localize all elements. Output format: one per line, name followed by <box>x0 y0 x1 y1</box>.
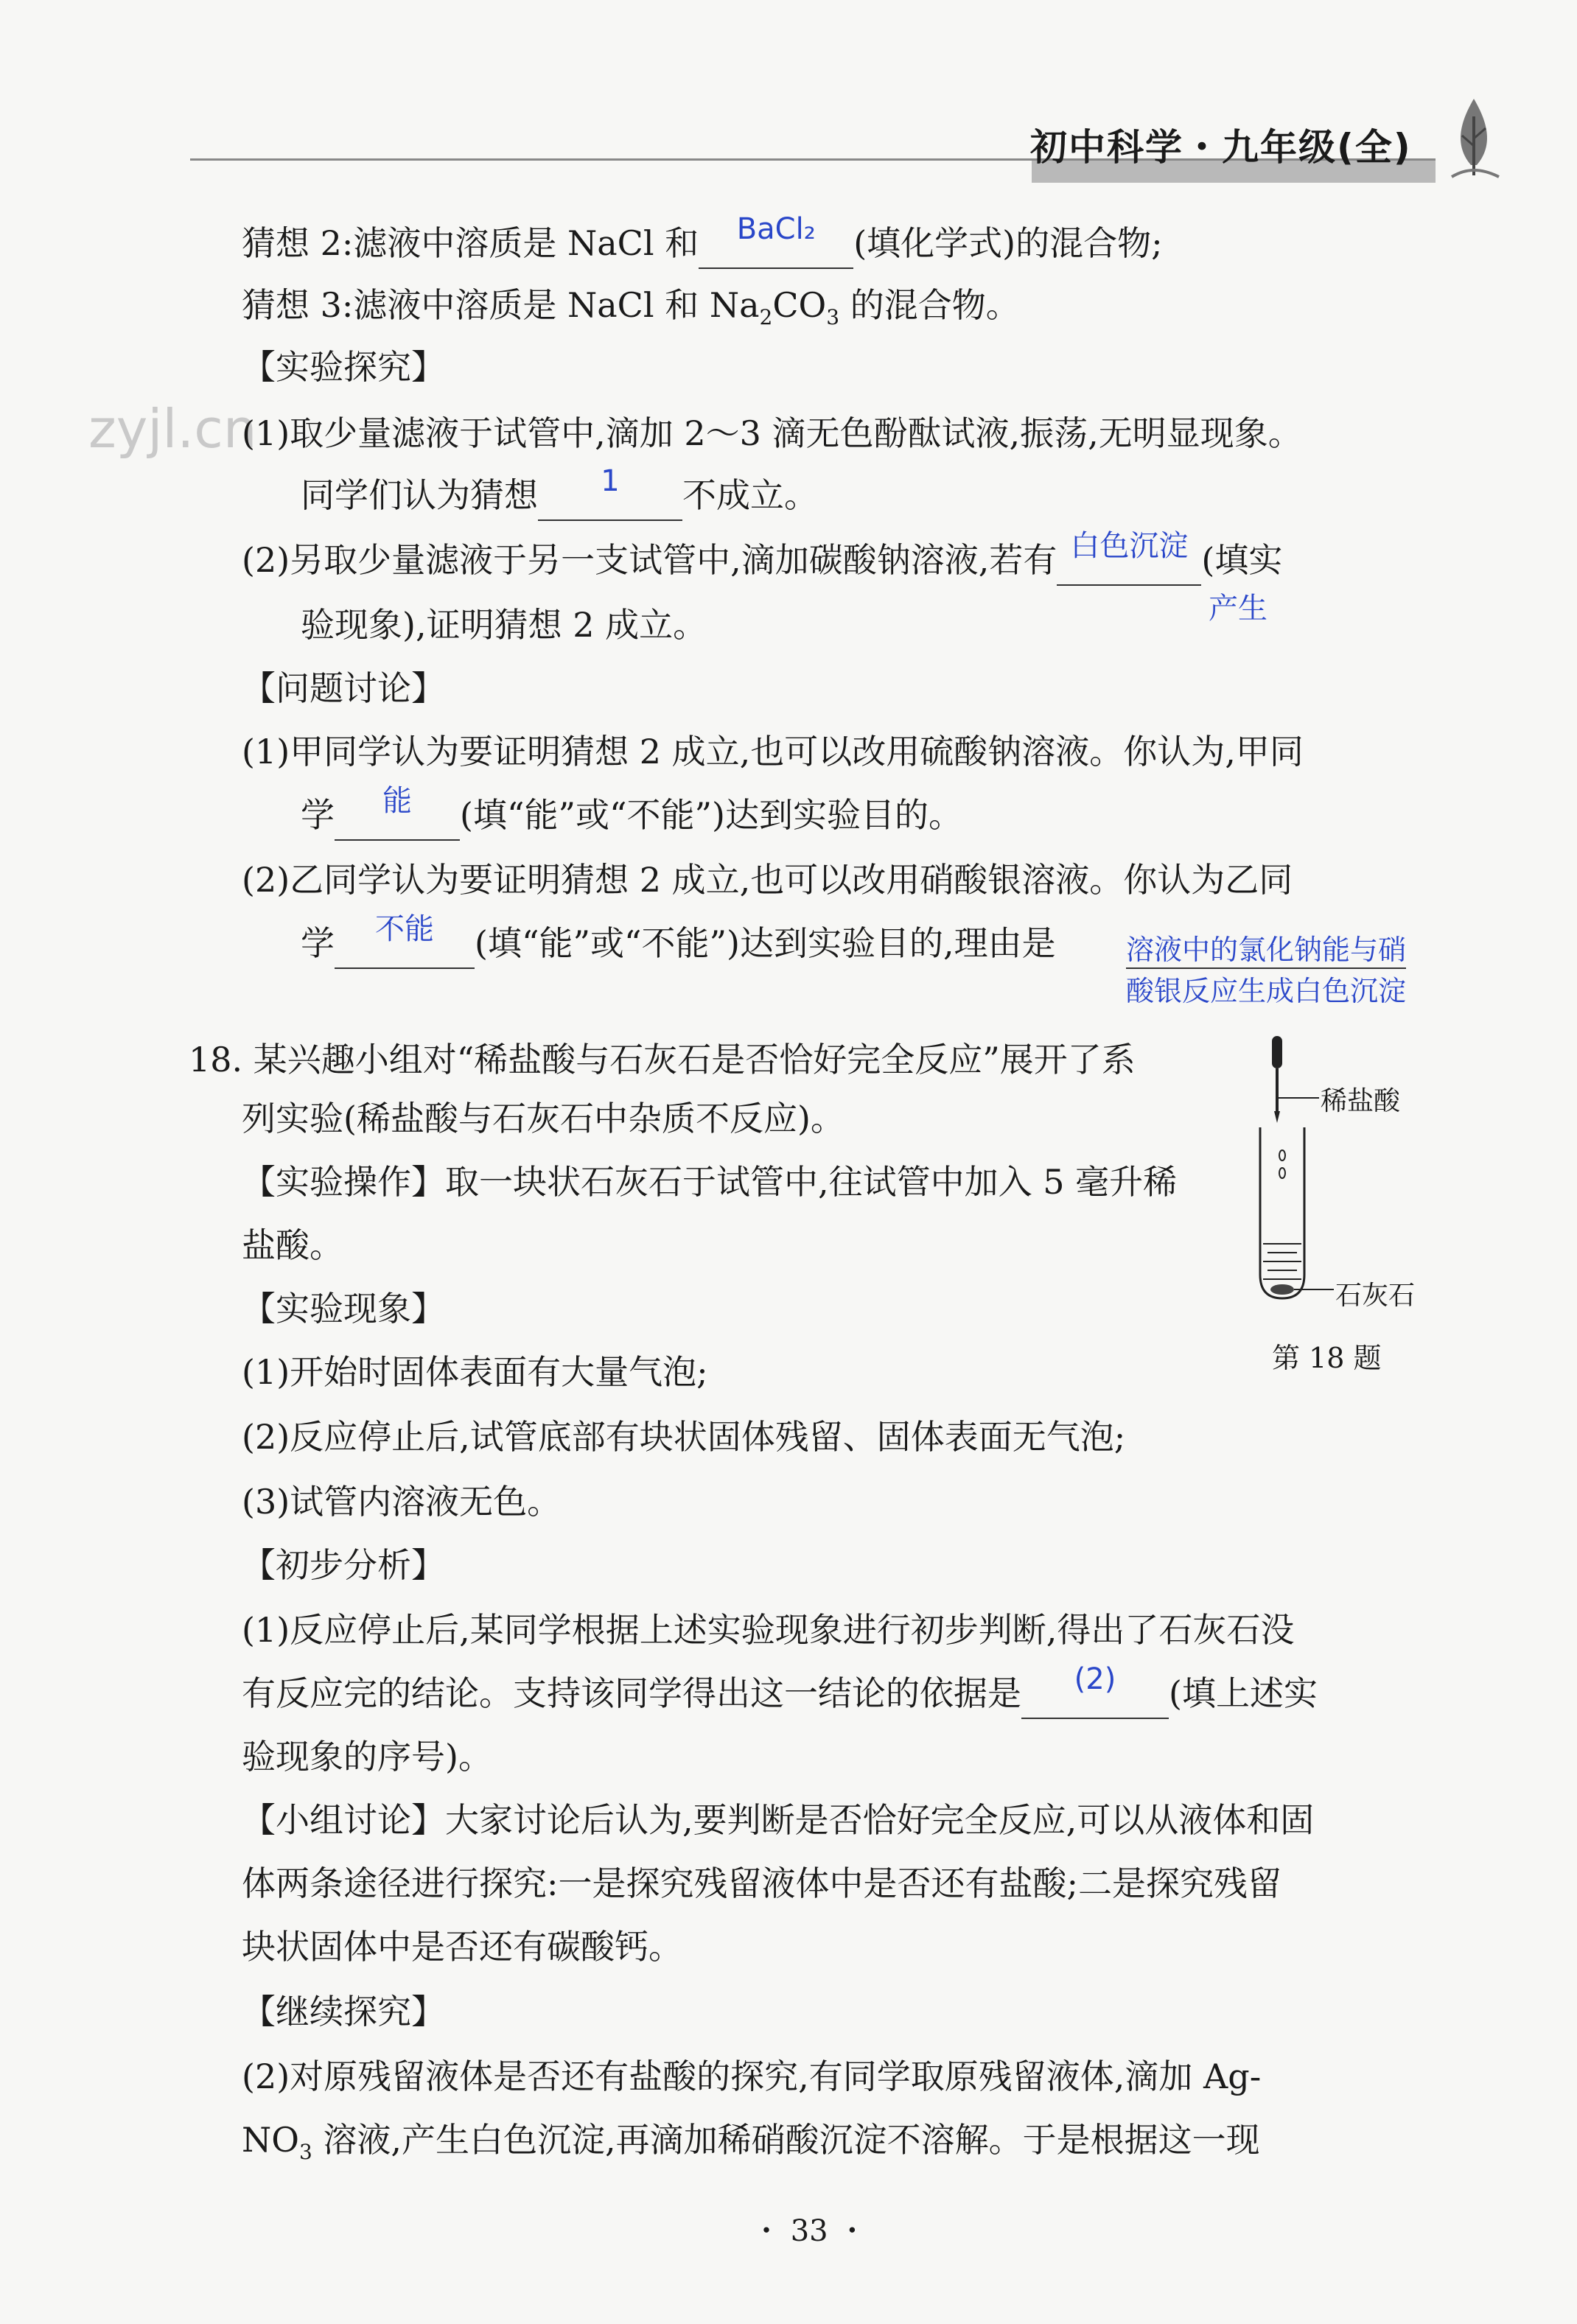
test-tube-figure <box>1253 1032 1341 1312</box>
explore-item-2-line2: 验现象),证明猜想 2 成立。 <box>301 605 707 645</box>
explore-2-prefix: (2)另取少量滤液于另一支试管中,滴加碳酸钠溶液,若有 <box>242 540 1057 580</box>
explore-2-suffix: (填实 <box>1201 540 1283 580</box>
answer-cannot: 不能 <box>375 912 434 946</box>
conjecture-2-prefix: 猜想 2:滤液中溶质是 NaCl 和 <box>242 223 699 263</box>
analysis-line1: (1)反应停止后,某同学根据上述实验现象进行初步判断,得出了石灰石没 <box>242 1610 1295 1650</box>
page-header-title: 初中科学・九年级(全) <box>1030 126 1412 169</box>
answer-reason-line1: 溶液中的氯化钠能与硝 <box>1126 927 1406 969</box>
analysis-prefix: 有反应完的结论。支持该同学得出这一结论的依据是 <box>242 1673 1021 1713</box>
phenomenon-3: (3)试管内溶液无色。 <box>242 1482 562 1522</box>
page-number: ・ 33 ・ <box>752 2214 867 2248</box>
group-discussion-line2: 体两条途径进行探究:一是探究残留液体中是否还有盐酸;二是探究残留 <box>242 1863 1281 1903</box>
explore-item-2-line1 <box>242 529 1283 586</box>
explore-item-1-line2 <box>301 464 818 521</box>
phenomenon-1: (1)开始时固体表面有大量气泡; <box>242 1352 708 1392</box>
explore-1-prefix: 同学们认为猜想 <box>301 475 538 515</box>
q18-operation-line1: 【实验操作】取一块状石灰石于试管中,往试管中加入 5 毫升稀 <box>242 1162 1178 1202</box>
discuss-1-suffix: (填“能”或“不能”)达到实验目的。 <box>460 795 962 835</box>
answer-reason-line2: 酸银反应生成白色沉淀 <box>1126 975 1407 1007</box>
answer-blank <box>1057 529 1201 586</box>
answer-blank <box>335 912 475 969</box>
test-tube <box>1260 1127 1304 1298</box>
answer-bacl2: BaCl₂ <box>736 212 816 246</box>
subscript: 2 <box>759 305 773 330</box>
continue-text: NO <box>242 2120 299 2160</box>
subscript: 3 <box>826 305 840 330</box>
figure-caption: 第 18 题 <box>1272 1342 1382 1374</box>
answer-blank <box>538 464 682 521</box>
section-heading-explore: 【实验探究】 <box>242 347 445 387</box>
group-discussion-line3: 块状固体中是否还有碳酸钙。 <box>242 1927 682 1967</box>
answer-can: 能 <box>382 784 412 818</box>
answer-blank <box>1021 1662 1169 1719</box>
answer-white-precipitate: 白色沉淀 <box>1070 529 1189 563</box>
discuss-item-2-line1: (2)乙同学认为要证明猜想 2 成立,也可以改用硝酸银溶液。你认为乙同 <box>242 860 1293 900</box>
continue-line2 <box>242 2118 1260 2174</box>
analysis-line2 <box>242 1662 1318 1719</box>
limestone-piece <box>1270 1284 1294 1295</box>
section-heading-discuss: 【问题讨论】 <box>242 668 445 708</box>
answer-blank <box>699 212 853 269</box>
answer-1: 1 <box>601 464 620 498</box>
continue-text: 溶液,产生白色沉淀,再滴加稀硝酸沉淀不溶解。于是根据这一现 <box>312 2120 1260 2160</box>
q18-line1: 18. 某兴趣小组对“稀盐酸与石灰石是否恰好完全反应”展开了系 <box>189 1040 1136 1079</box>
dropper-bulb-icon <box>1272 1036 1282 1068</box>
analysis-line3: 验现象的序号)。 <box>242 1737 492 1777</box>
conjecture-3-text: CO <box>772 285 827 325</box>
conjecture-3-text: 猜想 3:滤液中溶质是 NaCl 和 Na <box>242 285 760 325</box>
tree-logo-icon <box>1444 94 1503 183</box>
discuss-item-1-line2 <box>301 784 962 841</box>
conjecture-2-suffix: (填化学式)的混合物; <box>853 223 1163 263</box>
answer-blank <box>335 784 460 841</box>
q18-operation-line2: 盐酸。 <box>242 1225 343 1265</box>
discuss-2-suffix: (填“能”或“不能”)达到实验目的,理由是 <box>475 923 1056 963</box>
explore-item-1-line1: (1)取少量滤液于试管中,滴加 2～3 滴无色酚酞试液,振荡,无明显现象。 <box>242 413 1302 453</box>
explore-1-suffix: 不成立。 <box>682 475 818 515</box>
discuss-item-1-line1: (1)甲同学认为要证明猜想 2 成立,也可以改用硫酸钠溶液。你认为,甲同 <box>242 732 1304 771</box>
conjecture-2 <box>242 212 1163 269</box>
section-heading-phenomena: 【实验现象】 <box>242 1289 445 1329</box>
discuss-2-prefix: 学 <box>301 923 335 963</box>
conjecture-3 <box>242 283 1020 340</box>
section-heading-continue: 【继续探究】 <box>242 1992 445 2031</box>
phenomenon-2: (2)反应停止后,试管底部有块状固体残留、固体表面无气泡; <box>242 1417 1126 1457</box>
answer-continuation: 产生 <box>1209 592 1267 626</box>
q18-line2: 列实验(稀盐酸与石灰石中杂质不反应)。 <box>242 1099 845 1138</box>
continue-line1: (2)对原残留液体是否还有盐酸的探究,有同学取原残留液体,滴加 Ag- <box>242 2057 1262 2096</box>
watermark: zyjl.cn <box>88 398 257 460</box>
discuss-1-prefix: 学 <box>301 795 335 835</box>
subscript: 3 <box>298 2140 312 2165</box>
group-discussion-line1: 【小组讨论】大家讨论后认为,要判断是否恰好完全反应,可以从液体和固 <box>242 1800 1315 1840</box>
figure-label-hydrochloric-acid: 稀盐酸 <box>1321 1086 1401 1116</box>
conjecture-3-text: 的混合物。 <box>839 285 1020 325</box>
discuss-item-2-line2 <box>301 912 1056 969</box>
section-heading-analysis: 【初步分析】 <box>242 1545 445 1585</box>
figure-label-limestone: 石灰石 <box>1335 1281 1416 1311</box>
answer-phenomenon-index: (2) <box>1074 1662 1116 1696</box>
analysis-suffix: (填上述实 <box>1169 1673 1318 1713</box>
